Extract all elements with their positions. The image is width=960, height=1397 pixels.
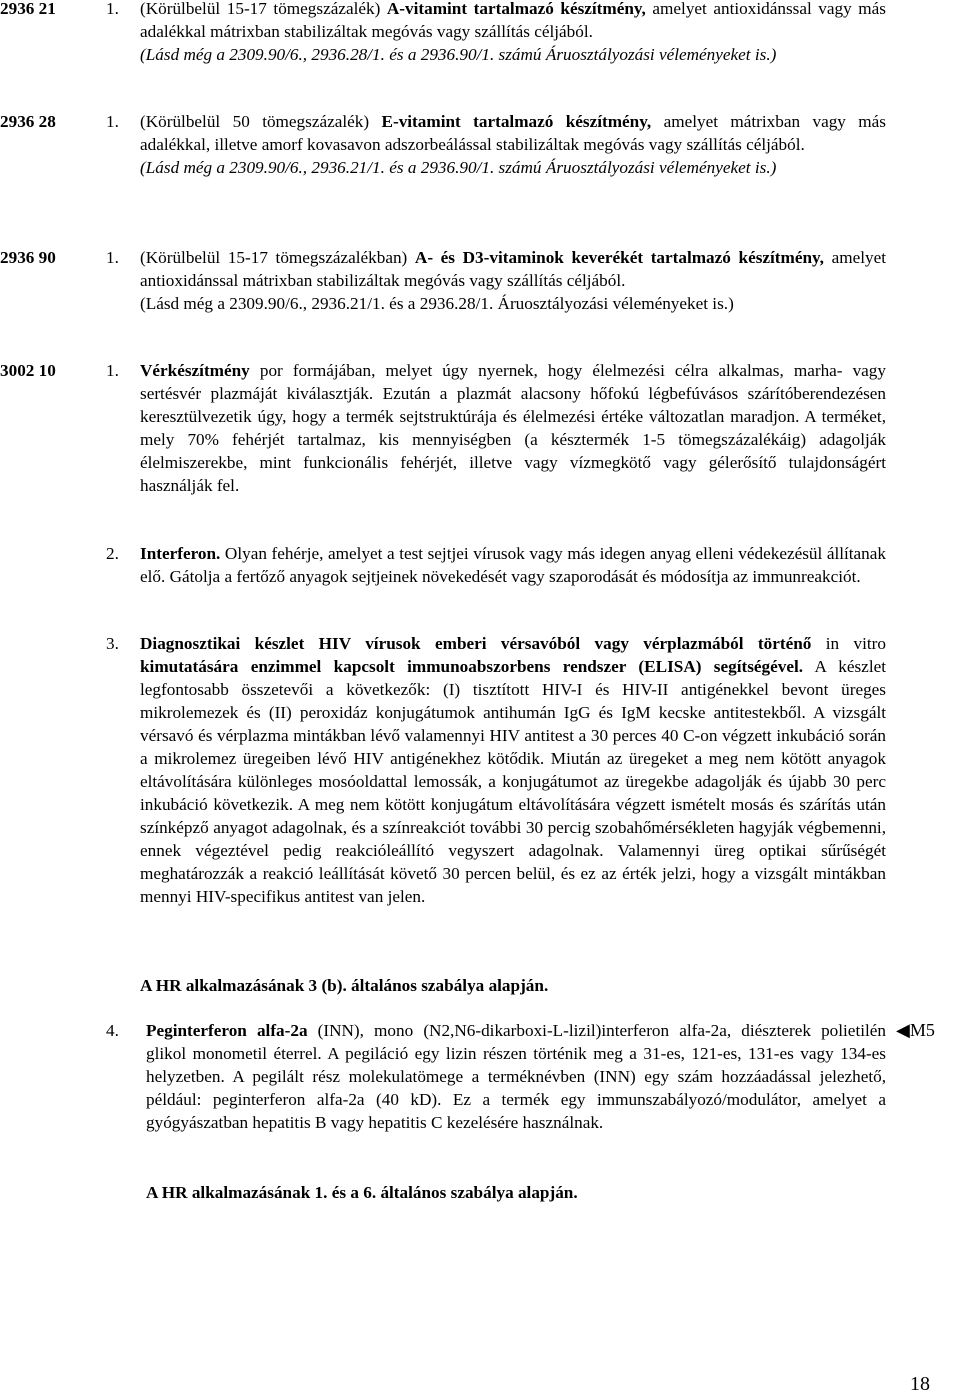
entry-text: (Körülbelül 15-17 tömegszázalék) A-vitamint tartalmazó készítmény, amelyet antioxidánssal vagy más adalékkal mátrixban stabilizáltak megóvás vagy szállítás céljából. [140, 0, 886, 41]
reference-note: (Lásd még a 2309.90/6., 2936.28/1. és a 2936.90/1. számú Áruosztályozási véleményeket is.) [140, 45, 777, 64]
product-name: Diagnosztikai készlet HIV vírusok emberi vérsavóból vagy vérplazmából történő [140, 634, 812, 653]
product-name: Interferon. [140, 544, 221, 563]
product-name: E-vitamint tartalmazó készítmény, [381, 112, 652, 131]
item-number: 4. [106, 1021, 119, 1040]
item-text: Peginterferon alfa-2a (INN), mono (N2,N6-dikarboxi-L-lizil)interferon alfa-2a, diészterek polietilén glikol monometil éterrel. A pegiláció egy lizin részen történik meg a 31-es, 121-es, 131-es vagy 134-es helyzetben. A pegilált rész molekulatömege a terméknévben (INN) egy szám hozzáadással jelezhető, például: peginterferon alfa-2a (40 kD). Ez a termék egy immunszabályozó/modulátor, amelyet a gyógyászatban hepatitis B vagy hepatitis C kezelésére használnak. [146, 1021, 886, 1132]
item-number: 1. [106, 361, 119, 380]
rule-note: A HR alkalmazásának 1. és a 6. általános szabálya alapján. [146, 1183, 578, 1202]
triangle-left-icon: ◀ [896, 1020, 910, 1040]
entry-text: (Körülbelül 15-17 tömegszázalékban) A- és D3-vitaminok keverékét tartalmazó készítmény, amelyet antioxidánssal mátrixban stabilizáltak megóvás vagy szállítás céljából. [140, 248, 887, 290]
reference-note: (Lásd még a 2309.90/6., 2936.21/1. és a 2936.90/1. számú Áruosztályozási véleményeket is.) [140, 158, 777, 177]
item-number: 1. [106, 0, 119, 18]
amendment-marker: ◀M5 [896, 1020, 935, 1040]
product-name: Peginterferon alfa-2a [146, 1021, 308, 1040]
item-text: Interferon. Olyan fehérje, amelyet a test sejtjei vírusok vagy más idegen anyag elleni védekezésül állítanak elő. Gátolja a fertőző anyagok sejtjeinek növekedését vagy szaporodását és módosítja az immunreakciót. [140, 544, 886, 586]
product-name: A- és D3-vitaminok keverékét tartalmazó készítmény, [414, 248, 824, 267]
item-number: 2. [106, 544, 119, 563]
item-text: Vérkészítmény por formájában, melyet úgy nyernek, hogy élelmezési célra alkalmas, marha- vagy sertésvér plazmáját kiválasztják. Ezután a plazmát alacsony hőfokú légbefúvásos szárítóberendezésen keresztülvezetik úgy, hogy a termék sejtstruktúrája és élelmezési értéke változatlan maradjon. A terméket, mely 70% fehérjét tartalmaz, kis mennyiségben (a késztermék 1-5 tömegszázalékáig) adagolják élelmiszerekbe, mint funkcionális fehérjét, illetve vagy vízmegkötő vagy gélerősítő tulajdonságért használják fel. [140, 361, 886, 495]
rule-note: A HR alkalmazásának 3 (b). általános szabálya alapján. [140, 976, 549, 995]
tariff-code: 2936 21 [0, 0, 56, 18]
reference-note: (Lásd még a 2309.90/6., 2936.21/1. és a 2936.28/1. Áruosztályozási véleményeket is.) [140, 294, 734, 313]
item-number: 1. [106, 112, 119, 131]
item-number: 1. [106, 248, 119, 267]
item-text: Diagnosztikai készlet HIV vírusok emberi vérsavóból vagy vérplazmából történő in vitro kimutatására enzimmel kapcsolt immunoabszorbens rendszer (ELISA) segítségével. A készlet legfontosabb összetevői a következők: (I) tisztított HIV-I és HIV-II antigénekkel bevont üreges mikrolemezek és (II) peroxidáz konjugátumok antihumán IgG és IgM kecske antitestekből. A vizsgált vérsavó és vérplazma mintákban lévő valamennyi HIV antitest a 30 perces 40 C-on végzett inkubáció során a mikrolemez üregeiben lévő HIV antigénekhez kötődik. Miután az üregeket a meg nem kötött anyagok eltávolítására különleges mosóoldattal lemossák, a konjugátumot az üregekbe adagolják és újabb 30 perc inkubáció következik. A meg nem kötött konjugátum eltávolítására végzett ismételt mosás és szárítás után színképző anyagot adagolnak, és a színreakciót további 30 percig szobahőmérsékleten hagyják végbemenni, ennek végeztével pedig reakcióleállító vegyszert adagolnak. Valamennyi üreg optikai sűrűségét meghatározzák a reakció leállítását követő 30 percen belül, és ez az érték jelzi, hogy a vizsgált mintákban mennyi HIV-specifikus antitest van jelen. [140, 634, 886, 906]
tariff-code: 2936 28 [0, 112, 56, 131]
tariff-code: 2936 90 [0, 248, 56, 267]
product-name: A-vitamint tartalmazó készítmény, [386, 0, 646, 18]
page-number: 18 [910, 1373, 930, 1395]
tariff-code: 3002 10 [0, 361, 56, 380]
product-name: Vérkészítmény [140, 361, 250, 380]
item-number: 3. [106, 634, 119, 653]
entry-text: (Körülbelül 50 tömegszázalék) E-vitamint tartalmazó készítmény, amelyet mátrixban vagy más adalékkal, illetve amorf kovasavon adszorbeálással stabilizáltak megóvás vagy szállítás céljából. [140, 112, 886, 154]
